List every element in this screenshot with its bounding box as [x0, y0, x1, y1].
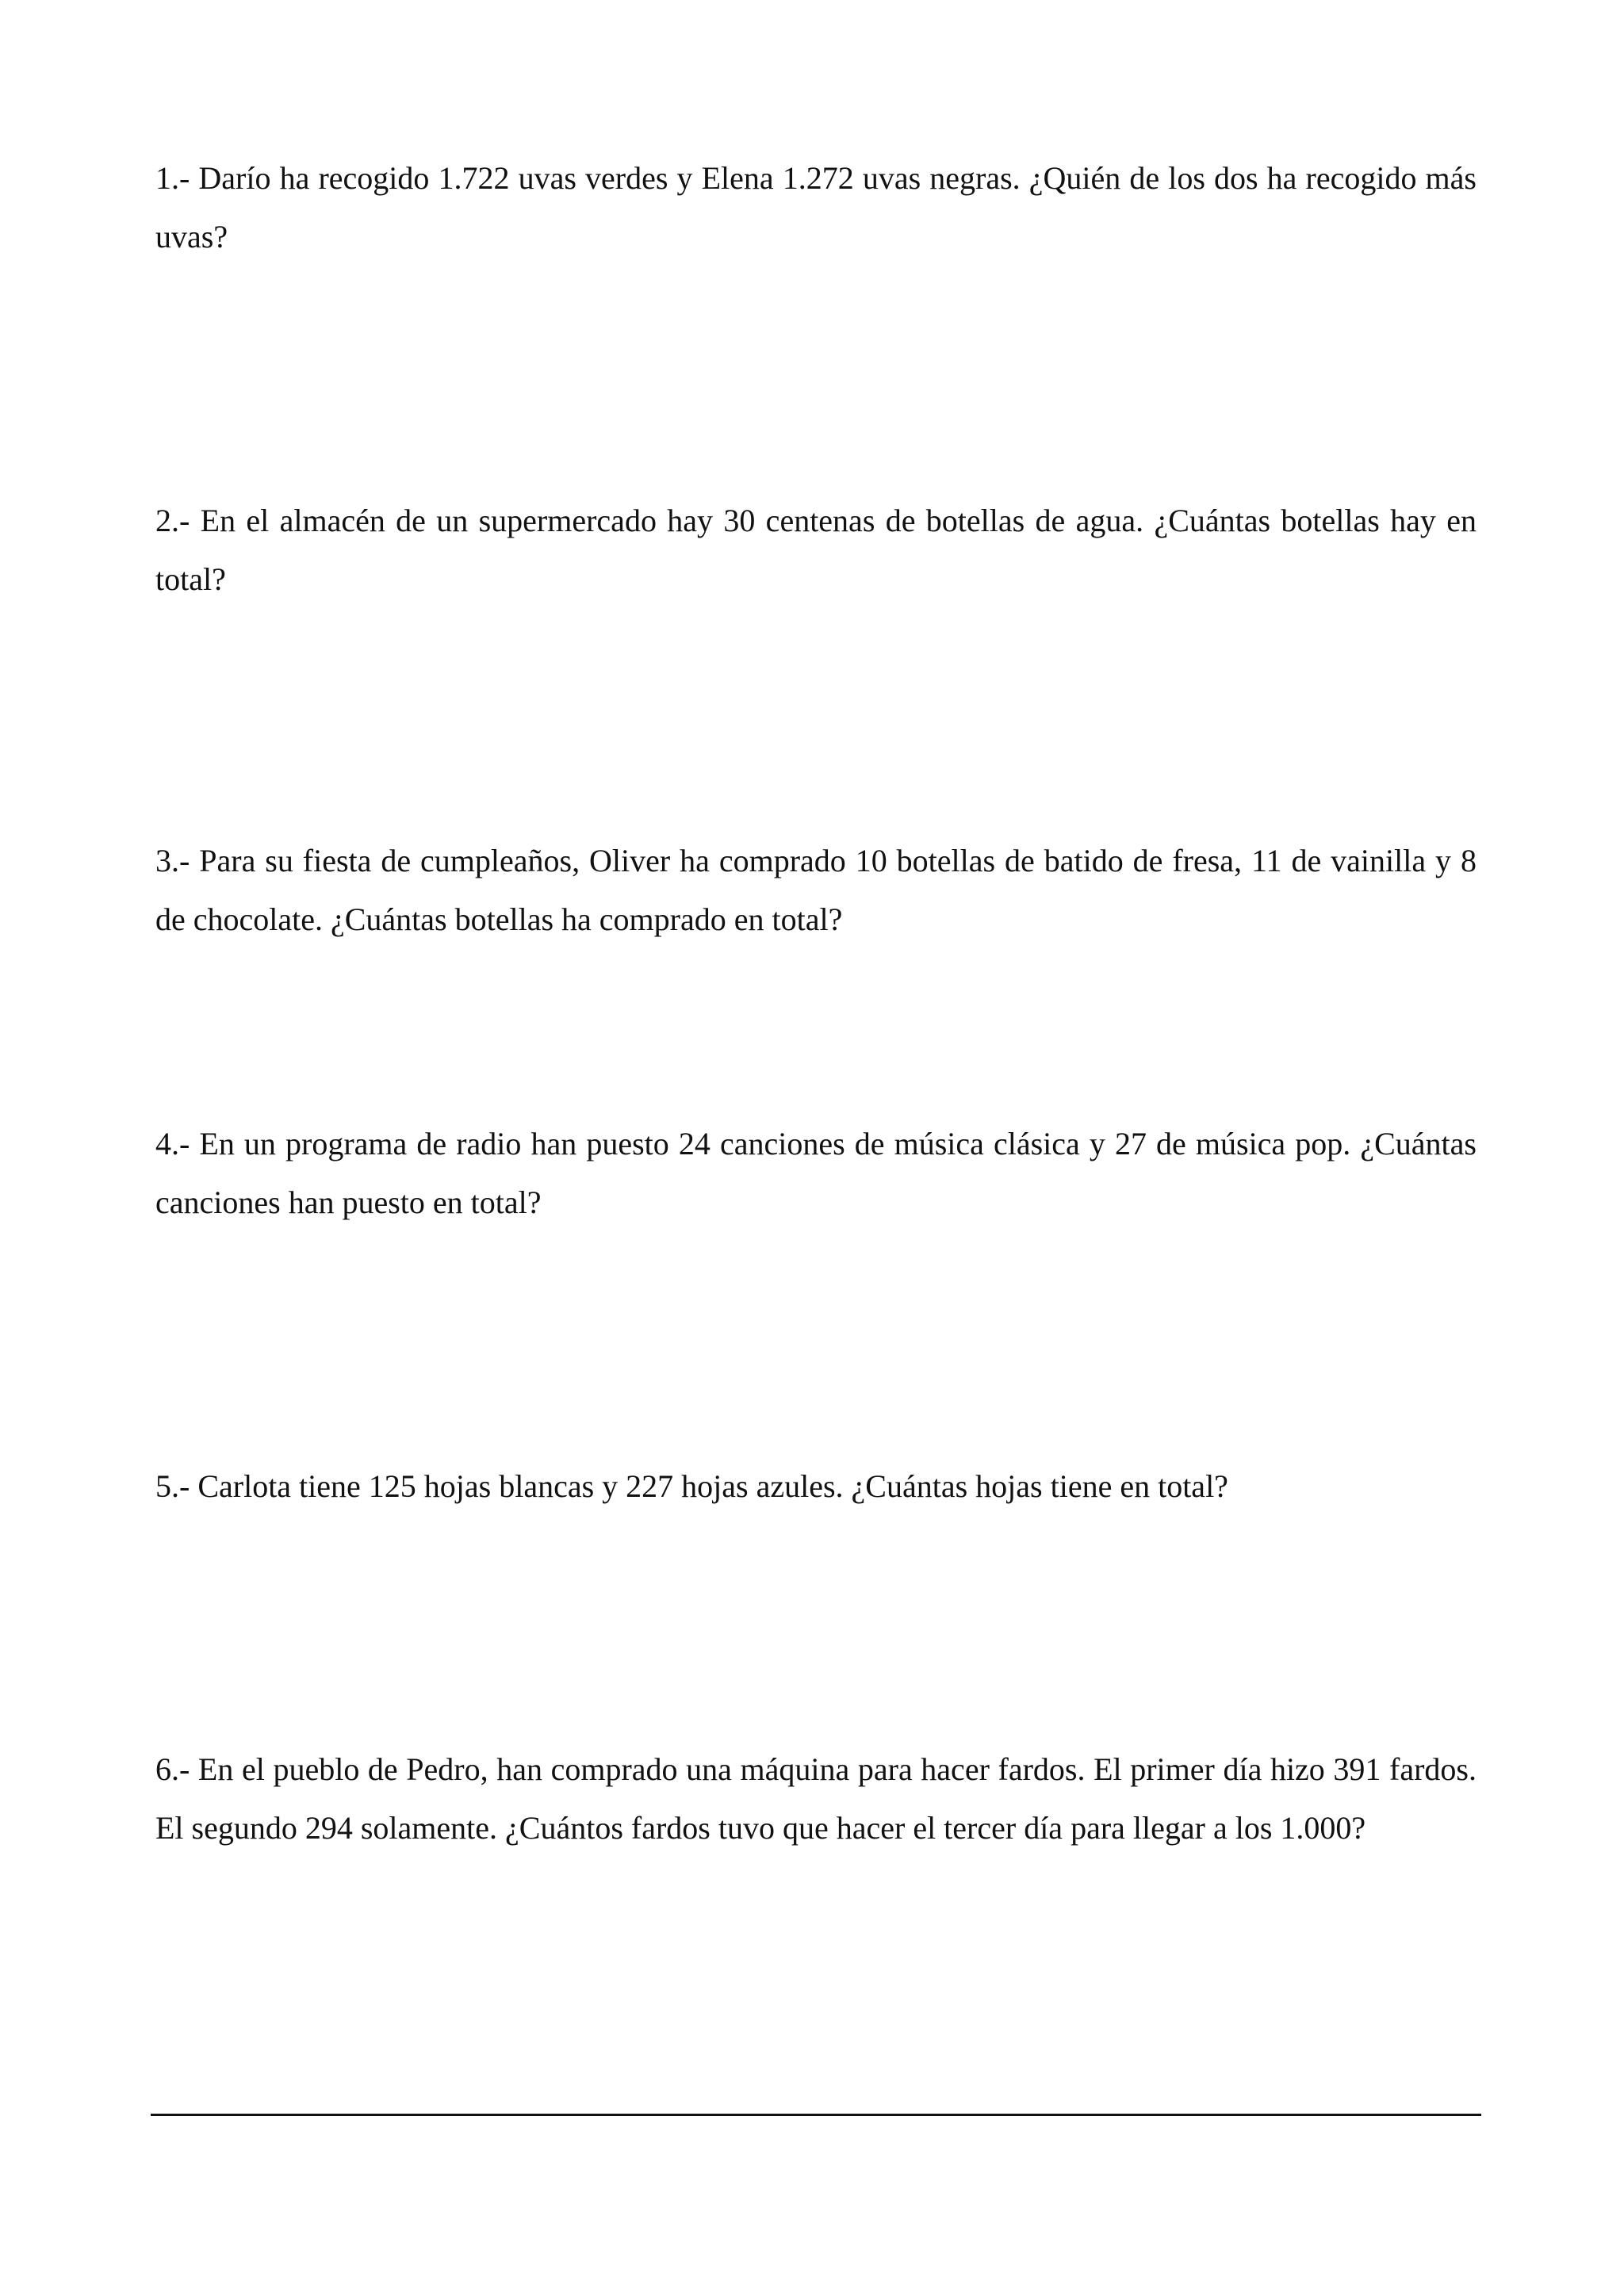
problem-2: 2.- En el almacén de un supermercado hay 30 centenas de botellas de agua. ¿Cuántas botellas hay en total? — [155, 503, 1477, 597]
problem-1: 1.- Darío ha recogido 1.722 uvas verdes y Elena 1.272 uvas negras. ¿Quién de los dos ha recogido más uvas? — [155, 160, 1477, 254]
problem-6: 6.- En el pueblo de Pedro, han comprado una máquina para hacer fardos. El primer día hizo 391 fardos. El segundo 294 solamente. ¿Cuántos fardos tuvo que hacer el tercer día para llegar a los 1.000? — [155, 1751, 1477, 1846]
problem-3: 3.- Para su fiesta de cumpleaños, Oliver ha comprado 10 botellas de batido de fresa, 11 de vainilla y 8 de chocolate. ¿Cuántas botellas ha comprado en total? — [155, 843, 1477, 937]
problem-4: 4.- En un programa de radio han puesto 24 canciones de música clásica y 27 de música pop. ¿Cuántas canciones han puesto en total? — [155, 1126, 1477, 1220]
problem-5: 5.- Carlota tiene 125 hojas blancas y 227 hojas azules. ¿Cuántas hojas tiene en total? — [155, 1468, 1228, 1504]
footer-divider — [151, 2114, 1481, 2116]
